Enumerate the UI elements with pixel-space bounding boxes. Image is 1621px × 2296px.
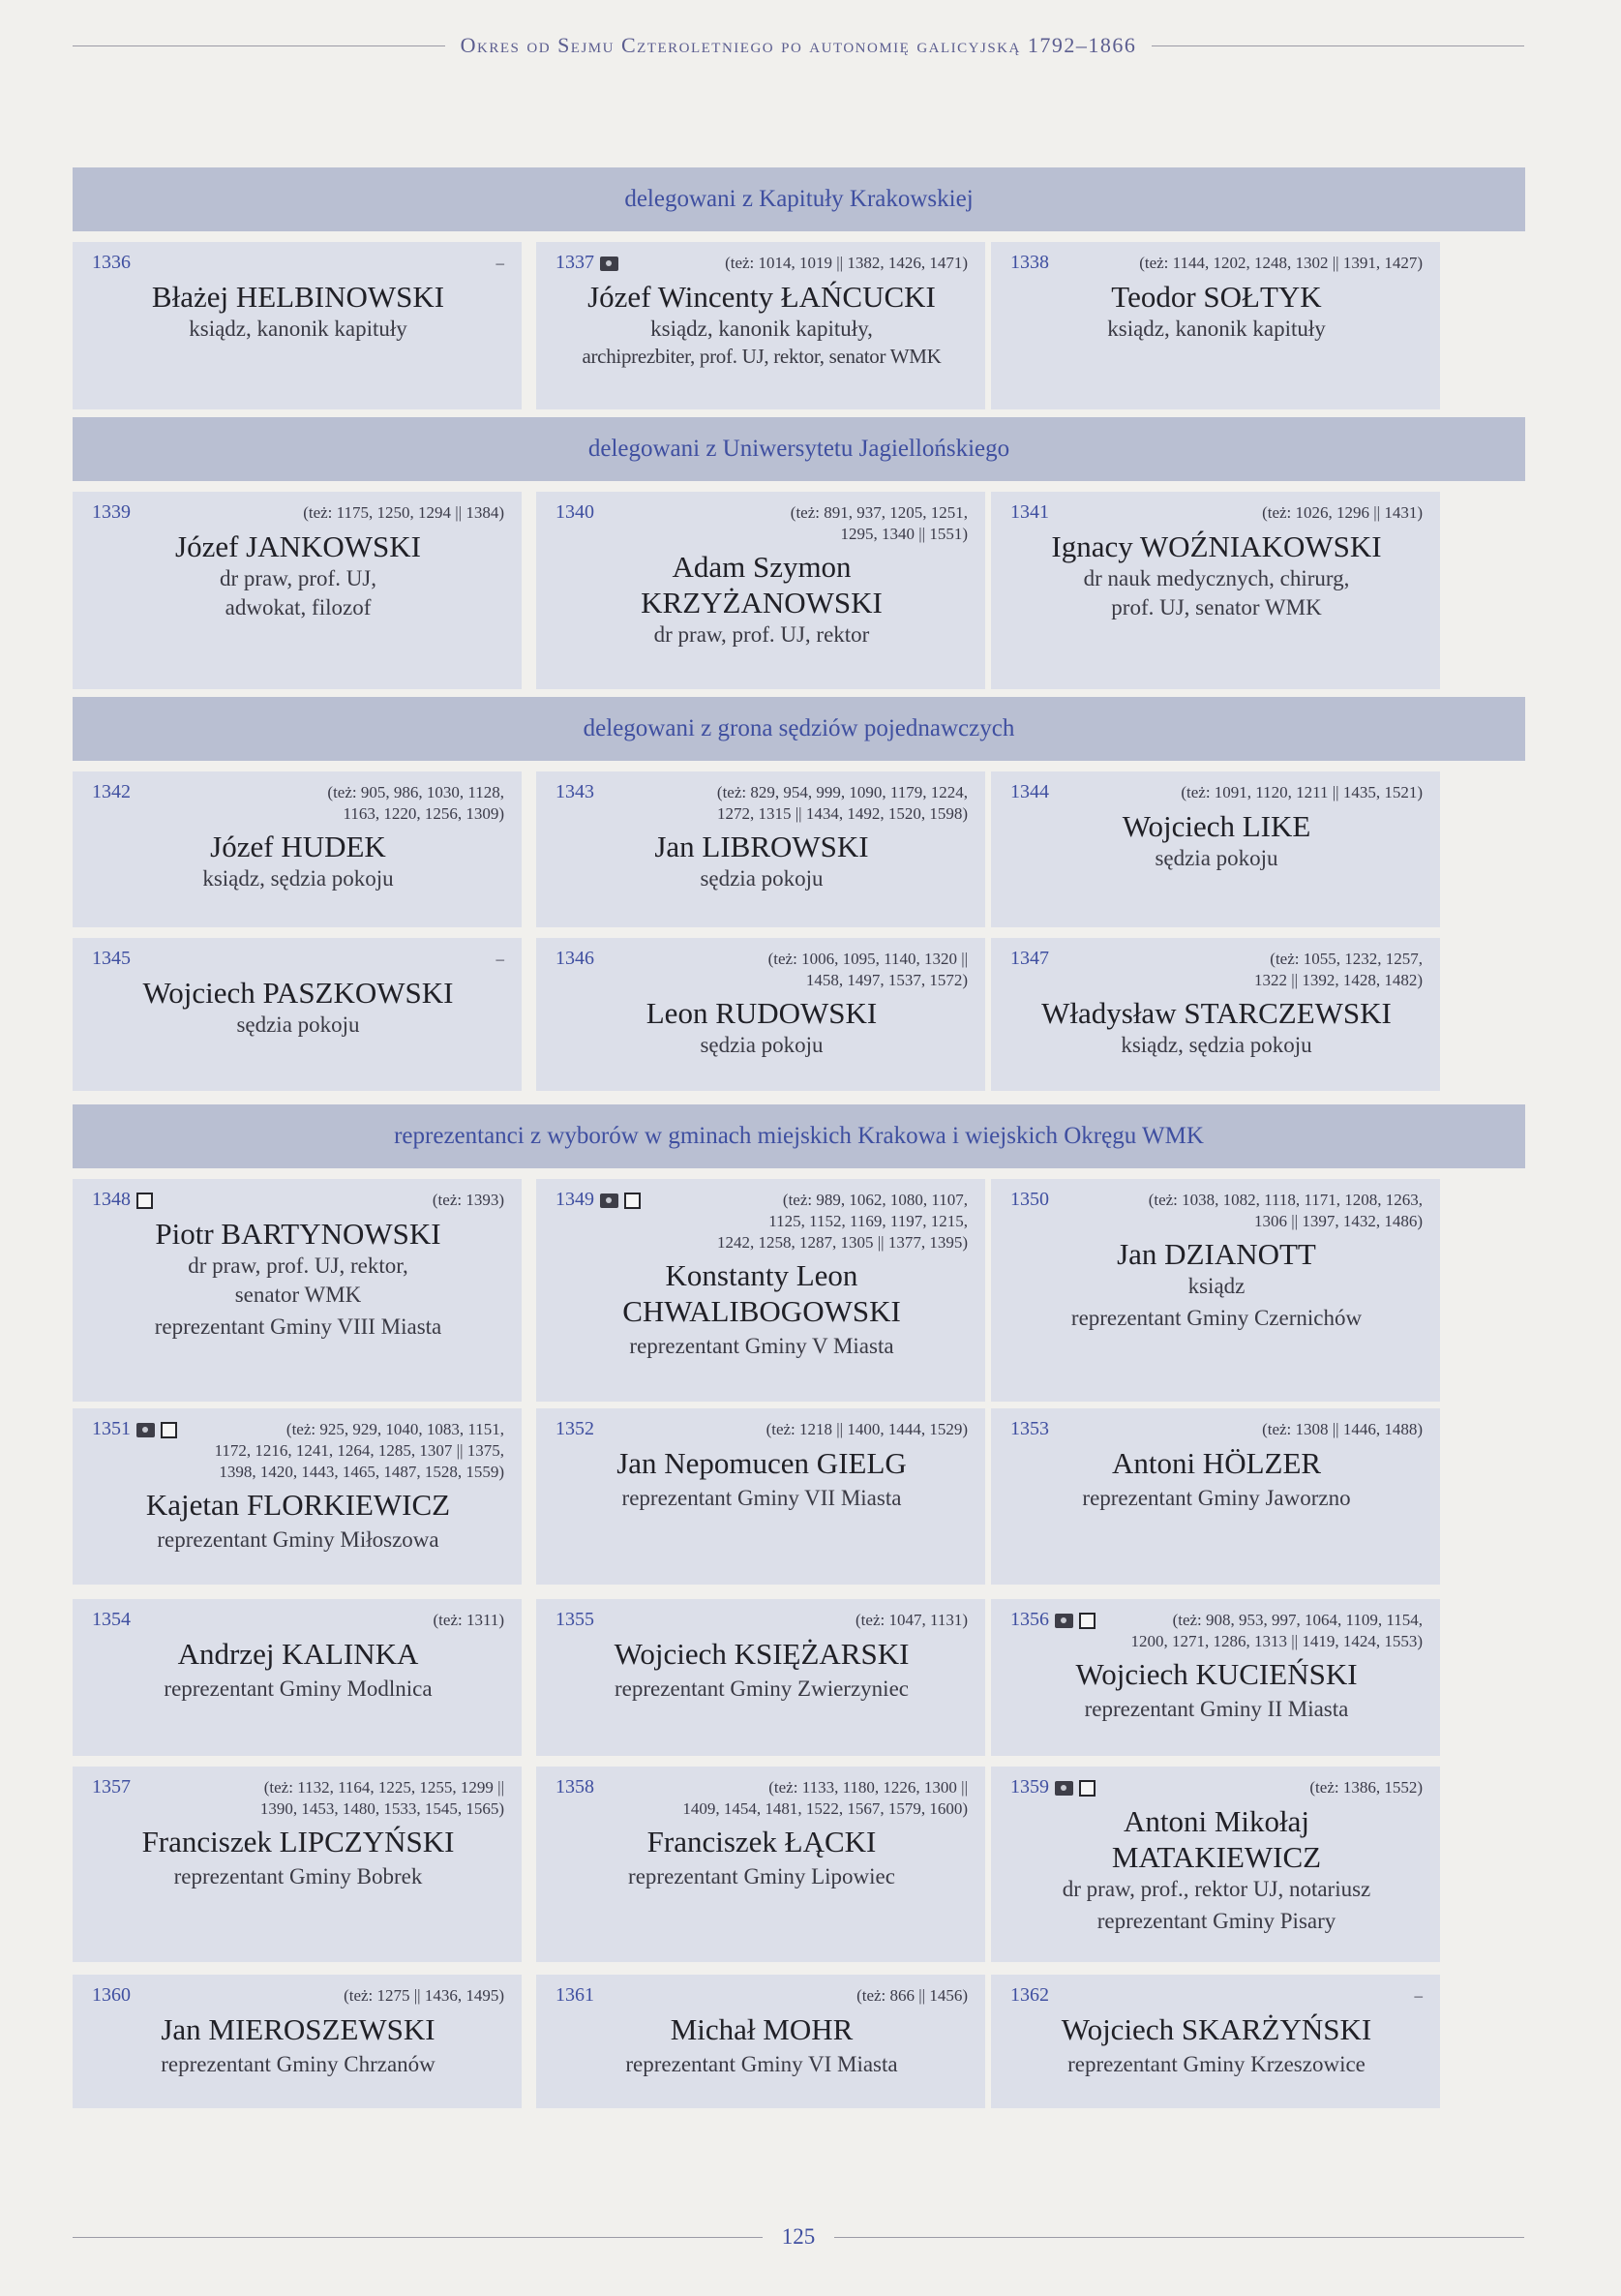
running-header: [73, 29, 1524, 62]
cross-reference-line: 1242, 1258, 1287, 1305 || 1377, 1395): [717, 1233, 968, 1252]
entry-card: [991, 1599, 1440, 1756]
cross-reference-line: 1295, 1340 || 1551): [840, 525, 968, 543]
entry-number-group: [555, 1774, 594, 1799]
entry-card: [991, 771, 1440, 927]
entry-body: [555, 829, 968, 893]
cross-reference: [344, 1982, 504, 2007]
entry-card: [991, 1408, 1440, 1585]
entry-number: 1340: [555, 501, 594, 523]
representation: reprezentant Gminy V Miasta: [629, 1334, 894, 1358]
entry-number: 1352: [555, 1418, 594, 1439]
entry-card: [991, 1975, 1440, 2108]
entry-number-group: [1010, 946, 1049, 971]
entry-number-group: [92, 1774, 131, 1799]
person-name-line2: MATAKIEWICZ: [1111, 1840, 1322, 1874]
person-name: Antoni Mikołaj: [1123, 1804, 1310, 1838]
entry-body: [1010, 2011, 1423, 2080]
entry-number: 1359: [1010, 1776, 1049, 1798]
entry-number-group: [555, 1416, 594, 1441]
cross-reference-line: (też: 908, 953, 997, 1064, 1109, 1154,: [1172, 1611, 1423, 1629]
entry-number: 1342: [92, 781, 131, 802]
entry-number-group: [1010, 250, 1049, 275]
entry-card: [73, 1179, 522, 1402]
entry-header: [1010, 1187, 1423, 1232]
entry-header: [1010, 1607, 1423, 1652]
cross-reference: [496, 250, 505, 274]
person-name: Ignacy WOŹNIAKOWSKI: [1051, 529, 1382, 563]
person-name: Konstanty Leon: [665, 1258, 858, 1292]
entry-header: [555, 1774, 968, 1820]
entry-card: [536, 1408, 985, 1585]
cross-reference: [1309, 1774, 1423, 1798]
person-name: Kajetan FLORKIEWICZ: [145, 1488, 451, 1522]
entry-card: [991, 242, 1440, 409]
cross-reference-line: (też: 1006, 1095, 1140, 1320 ||: [767, 950, 968, 968]
entry-header: [92, 1774, 504, 1820]
cross-reference: [1131, 1607, 1423, 1652]
entry-number-group: [92, 499, 131, 525]
entry-body: [92, 1636, 504, 1705]
person-name: Błażej HELBINOWSKI: [151, 280, 445, 314]
person-name: Józef JANKOWSKI: [175, 529, 421, 563]
representation: reprezentant Gminy Chrzanów: [161, 2052, 435, 2076]
photo-icon: [1055, 1781, 1073, 1796]
entry-card: [73, 1408, 522, 1585]
entry-card: [536, 1179, 985, 1402]
entry-header: [555, 779, 968, 825]
cross-reference-line: 1163, 1220, 1256, 1309): [343, 804, 504, 823]
cross-reference: [717, 1187, 968, 1254]
cross-reference: [1262, 499, 1423, 524]
entry-card: [536, 938, 985, 1091]
cross-reference-line: 1200, 1271, 1286, 1313 || 1419, 1424, 1553): [1130, 1632, 1423, 1650]
photo-icon: [600, 1193, 618, 1208]
person-name: Jan Nepomucen GIELG: [616, 1446, 907, 1480]
entry-number-group: [1010, 1607, 1096, 1632]
cross-reference-line: (też: 1311): [433, 1611, 504, 1629]
entry-card: [536, 242, 985, 409]
cross-reference-line: (też: 1144, 1202, 1248, 1302 || 1391, 1427): [1139, 254, 1423, 272]
person-description: dr nauk medycznych, chirurg,: [1083, 566, 1350, 590]
cross-reference-line: (też: 1055, 1232, 1257,: [1270, 950, 1423, 968]
cross-reference: [1262, 1416, 1423, 1440]
person-name: Antoni HÖLZER: [1111, 1446, 1322, 1480]
cross-reference-line: 1322 || 1392, 1428, 1482): [1254, 971, 1423, 989]
entry-body: [92, 2011, 504, 2080]
person-description: ksiądz, kanonik kapituły: [189, 317, 407, 341]
person-description: sędzia pokoju: [700, 866, 824, 891]
cross-reference: [856, 1607, 968, 1631]
entry-number-group: [1010, 499, 1049, 525]
person-name: Wojciech KSIĘŻARSKI: [614, 1637, 910, 1671]
entry-body: [92, 975, 504, 1040]
entry-number-group: [1010, 1187, 1049, 1212]
box-icon: [161, 1422, 177, 1438]
person-description-line2: adwokat, filozof: [225, 595, 372, 619]
entry-number: 1343: [555, 781, 594, 802]
cross-reference: [303, 499, 504, 524]
entry-body: [1010, 808, 1423, 873]
box-icon: [1079, 1613, 1096, 1629]
person-description: sędzia pokoju: [700, 1033, 824, 1057]
entry-body: [555, 1636, 968, 1705]
entry-header: [555, 1607, 968, 1632]
cross-reference: [725, 250, 968, 274]
entry-header: [92, 250, 504, 275]
entry-number: 1355: [555, 1609, 594, 1630]
representation: reprezentant Gminy VIII Miasta: [154, 1314, 442, 1339]
entry-header: [1010, 1416, 1423, 1441]
cross-reference: [215, 1416, 504, 1483]
entry-number: 1361: [555, 1984, 594, 2006]
page-footer: [73, 2222, 1524, 2251]
photo-icon: [136, 1423, 155, 1437]
cross-reference: [433, 1187, 504, 1211]
entry-body: [555, 995, 968, 1060]
entry-card: [73, 1975, 522, 2108]
person-name: Jan MIEROSZEWSKI: [161, 2012, 435, 2046]
person-description: dr praw, prof., rektor UJ, notariusz: [1062, 1877, 1371, 1901]
representation: reprezentant Gminy Jaworzno: [1082, 1486, 1351, 1510]
photo-icon: [1055, 1614, 1073, 1628]
entry-card: [73, 938, 522, 1091]
entry-card: [991, 1179, 1440, 1402]
entry-body: [1010, 1445, 1423, 1514]
entry-number: 1341: [1010, 501, 1049, 523]
cross-reference-line: (też: 1091, 1120, 1211 || 1435, 1521): [1181, 783, 1423, 801]
cross-reference-line: –: [1414, 1986, 1423, 2005]
entry-card: [73, 771, 522, 927]
entry-body: [555, 279, 968, 369]
person-description: dr praw, prof. UJ, rektor: [653, 622, 870, 647]
entry-number: 1337: [555, 252, 594, 273]
cross-reference-line: (też: 1393): [432, 1191, 504, 1209]
cross-reference-line: 1409, 1454, 1481, 1522, 1567, 1579, 1600): [682, 1799, 968, 1818]
entry-number-group: [92, 1187, 153, 1212]
entry-card: [536, 1767, 985, 1962]
cross-reference-line: (też: 1132, 1164, 1225, 1255, 1299 ||: [263, 1778, 504, 1797]
person-description: ksiądz, sędzia pokoju: [202, 866, 394, 891]
cross-reference-line: (też: 829, 954, 999, 1090, 1179, 1224,: [716, 783, 968, 801]
section-reprezentanci: reprezentanci z wyborów w gminach miejskich Krakowa i wiejskich Okręgu WMK: [73, 1104, 1525, 1168]
person-description: dr praw, prof. UJ,: [219, 566, 377, 590]
cross-reference-line: 1390, 1453, 1480, 1533, 1545, 1565): [259, 1799, 504, 1818]
cross-reference: [1149, 1187, 1423, 1232]
cross-reference: [434, 1607, 504, 1631]
person-name: Władysław STARCZEWSKI: [1041, 996, 1392, 1030]
entry-number: 1339: [92, 501, 131, 523]
entry-header: [1010, 779, 1423, 804]
entry-number-group: [555, 1982, 594, 2008]
entry-body: [1010, 1803, 1423, 1937]
entry-header: [1010, 1774, 1423, 1799]
representation: reprezentant Gminy Modlnica: [164, 1677, 433, 1701]
entry-body: [92, 529, 504, 622]
entry-card: [991, 938, 1440, 1091]
entry-number-group: [92, 946, 131, 971]
footer-rule-right: [834, 2237, 1524, 2238]
entry-card: [991, 492, 1440, 689]
representation: reprezentant Gminy II Miasta: [1084, 1697, 1349, 1721]
person-name: Józef HUDEK: [210, 830, 386, 863]
person-name: Teodor SOŁTYK: [1111, 280, 1322, 314]
person-description: ksiądz, kanonik kapituły,: [650, 317, 873, 341]
entry-body: [1010, 529, 1423, 622]
representation: reprezentant Gminy Krzeszowice: [1067, 2052, 1366, 2076]
entry-number: 1362: [1010, 1984, 1049, 2006]
representation: reprezentant Gminy Lipowiec: [628, 1864, 895, 1888]
cross-reference-line: –: [495, 950, 504, 968]
cross-reference-line: 1306 || 1397, 1432, 1486): [1254, 1212, 1423, 1230]
entry-header: [555, 250, 968, 275]
entry-body: [555, 2011, 968, 2080]
person-name: Franciszek LIPCZYŃSKI: [141, 1825, 455, 1858]
cross-reference-line: (też: 1014, 1019 || 1382, 1426, 1471): [725, 254, 968, 272]
person-name: Andrzej KALINKA: [177, 1637, 419, 1671]
entry-number-group: [92, 1416, 177, 1441]
entry-body: [1010, 995, 1423, 1060]
cross-reference-line: (też: 1026, 1296 || 1431): [1262, 503, 1423, 522]
entry-number-group: [1010, 779, 1049, 804]
entry-body: [92, 829, 504, 893]
entry-card: [536, 1975, 985, 2108]
entry-number: 1344: [1010, 781, 1049, 802]
entry-number-group: [92, 1607, 131, 1632]
person-name: Leon RUDOWSKI: [645, 996, 878, 1030]
entry-number-group: [555, 1187, 641, 1212]
person-name: Franciszek ŁĄCKI: [646, 1825, 877, 1858]
cross-reference-line: (też: 1386, 1552): [1309, 1778, 1423, 1797]
person-description: ksiądz, sędzia pokoju: [1121, 1033, 1312, 1057]
cross-reference-line: (też: 1175, 1250, 1294 || 1384): [303, 503, 504, 522]
person-name: Piotr BARTYNOWSKI: [155, 1217, 441, 1251]
section-uniwersytet: delegowani z Uniwersytetu Jagiellońskiego: [73, 417, 1525, 481]
entry-body: [555, 549, 968, 650]
entry-card: [73, 1767, 522, 1962]
entry-number: 1354: [92, 1609, 131, 1630]
cross-reference-line: 1172, 1216, 1241, 1264, 1285, 1307 || 1375,: [214, 1441, 504, 1460]
cross-reference: [791, 499, 968, 545]
entry-header: [555, 946, 968, 991]
entry-number: 1338: [1010, 252, 1049, 273]
person-description-line2: prof. UJ, senator WMK: [1111, 595, 1322, 619]
entry-card: [536, 492, 985, 689]
person-name: Wojciech PASZKOWSKI: [142, 976, 454, 1010]
entry-header: [92, 1982, 504, 2008]
cross-reference-line: (też: 989, 1062, 1080, 1107,: [782, 1191, 968, 1209]
entry-card: [991, 1767, 1440, 1962]
entry-number: 1348: [92, 1189, 131, 1210]
entry-body: [555, 1445, 968, 1514]
cross-reference-line: (też: 1218 || 1400, 1444, 1529): [765, 1420, 968, 1438]
photo-icon: [600, 257, 618, 271]
cross-reference: [260, 1774, 504, 1820]
entry-card: [73, 242, 522, 409]
person-description-line2: archiprezbiter, prof. UJ, rektor, senator WMK: [582, 345, 942, 368]
box-icon: [624, 1193, 641, 1209]
entry-number: 1349: [555, 1189, 594, 1210]
cross-reference: [1139, 250, 1423, 274]
entry-body: [92, 1487, 504, 1556]
cross-reference: [496, 946, 505, 970]
entry-header: [1010, 499, 1423, 525]
cross-reference: [1415, 1982, 1424, 2007]
person-name-line2: KRZYŻANOWSKI: [641, 586, 883, 619]
entry-header: [92, 1416, 504, 1483]
cross-reference-line: (też: 925, 929, 1040, 1083, 1151,: [285, 1420, 504, 1438]
entry-body: [1010, 1236, 1423, 1334]
entry-number-group: [92, 779, 131, 804]
cross-reference-line: (też: 1038, 1082, 1118, 1171, 1208, 1263,: [1148, 1191, 1423, 1209]
header-rule-left: [73, 45, 445, 46]
entry-header: [555, 1416, 968, 1441]
page-number: 125: [781, 2224, 816, 2249]
entry-header: [92, 946, 504, 971]
entry-header: [1010, 250, 1423, 275]
entry-number-group: [555, 779, 594, 804]
entry-number: 1347: [1010, 948, 1049, 969]
entry-body: [555, 1824, 968, 1892]
entry-header: [92, 499, 504, 525]
entry-number-group: [555, 946, 594, 971]
entry-number: 1346: [555, 948, 594, 969]
representation: reprezentant Gminy Bobrek: [173, 1864, 423, 1888]
representation: reprezentant Gminy Zwierzyniec: [615, 1677, 909, 1701]
person-name: Wojciech SKARŻYŃSKI: [1061, 2012, 1372, 2046]
entry-number-group: [1010, 1982, 1049, 2008]
entry-header: [555, 499, 968, 545]
cross-reference-line: 1398, 1420, 1443, 1465, 1487, 1528, 1559): [219, 1463, 504, 1481]
entry-number: 1336: [92, 252, 131, 273]
entry-number: 1350: [1010, 1189, 1049, 1210]
person-name: Józef Wincenty ŁAŃCUCKI: [587, 280, 936, 314]
cross-reference-line: (też: 1308 || 1446, 1488): [1262, 1420, 1423, 1438]
entry-body: [1010, 1656, 1423, 1725]
entry-number-group: [555, 250, 618, 275]
entry-body: [92, 279, 504, 344]
entry-card: [536, 1599, 985, 1756]
entry-card: [536, 771, 985, 927]
entry-number-group: [555, 1607, 594, 1632]
cross-reference: [1181, 779, 1423, 803]
entry-card: [73, 1599, 522, 1756]
cross-reference-line: (też: 866 || 1456): [856, 1986, 968, 2005]
entry-body: [555, 1257, 968, 1362]
running-header-text: Okres od Sejmu Czteroletniego po autonomię galicyjską 1792–1866: [460, 33, 1137, 57]
person-description: ksiądz, kanonik kapituły: [1107, 317, 1326, 341]
entry-number: 1360: [92, 1984, 131, 2006]
representation: reprezentant Gminy Miłoszowa: [157, 1527, 439, 1552]
cross-reference: [1254, 946, 1423, 991]
person-name: Wojciech KUCIEŃSKI: [1075, 1657, 1358, 1691]
entry-number: 1356: [1010, 1609, 1049, 1630]
person-name: Jan LIBROWSKI: [654, 830, 869, 863]
entry-number-group: [92, 1982, 131, 2008]
cross-reference-line: (też: 891, 937, 1205, 1251,: [790, 503, 968, 522]
person-description: ksiądz: [1187, 1274, 1246, 1298]
cross-reference-line: (też: 905, 986, 1030, 1128,: [327, 783, 504, 801]
header-rule-right: [1152, 45, 1524, 46]
box-icon: [136, 1193, 153, 1209]
person-name: Adam Szymon: [672, 550, 852, 584]
entry-header: [1010, 1982, 1423, 2008]
entry-header: [92, 1187, 504, 1212]
cross-reference-line: (też: 1275 || 1436, 1495): [344, 1986, 504, 2005]
representation: reprezentant Gminy VI Miasta: [625, 2052, 898, 2076]
person-description: sędzia pokoju: [236, 1012, 360, 1037]
section-sedziowie: delegowani z grona sędziów pojednawczych: [73, 697, 1525, 761]
representation: reprezentant Gminy Pisary: [1096, 1909, 1336, 1933]
person-name: Michał MOHR: [670, 2012, 854, 2046]
entry-header: [555, 1187, 968, 1254]
person-description: sędzia pokoju: [1155, 846, 1278, 870]
cross-reference-line: (też: 1047, 1131): [856, 1611, 968, 1629]
entry-number: 1358: [555, 1776, 594, 1798]
entry-header: [555, 1982, 968, 2008]
entry-header: [92, 1607, 504, 1632]
entry-body: [92, 1824, 504, 1892]
cross-reference: [856, 1982, 968, 2007]
entry-number: 1345: [92, 948, 131, 969]
entry-header: [92, 779, 504, 825]
entry-number-group: [555, 499, 594, 525]
person-description-line2: senator WMK: [234, 1283, 362, 1307]
cross-reference: [682, 1774, 968, 1820]
entry-header: [1010, 946, 1423, 991]
cross-reference: [768, 946, 968, 991]
person-name: Wojciech LIKE: [1122, 809, 1311, 843]
entry-number: 1353: [1010, 1418, 1049, 1439]
cross-reference: [327, 779, 504, 825]
cross-reference-line: (też: 1133, 1180, 1226, 1300 ||: [768, 1778, 968, 1797]
entry-card: [73, 492, 522, 689]
cross-reference-line: 1272, 1315 || 1434, 1492, 1520, 1598): [717, 804, 968, 823]
entry-body: [92, 1216, 504, 1343]
cross-reference: [717, 779, 968, 825]
cross-reference: [766, 1416, 968, 1440]
cross-reference-line: –: [495, 254, 504, 272]
cross-reference-line: 1125, 1152, 1169, 1197, 1215,: [768, 1212, 968, 1230]
person-name-line2: CHWALIBOGOWSKI: [622, 1294, 901, 1328]
entry-body: [1010, 279, 1423, 344]
entry-number: 1351: [92, 1418, 131, 1439]
cross-reference-line: 1458, 1497, 1537, 1572): [805, 971, 968, 989]
footer-rule-left: [73, 2237, 763, 2238]
person-name: Jan DZIANOTT: [1117, 1237, 1316, 1271]
section-kapitula: delegowani z Kapituły Krakowskiej: [73, 167, 1525, 231]
entry-number-group: [1010, 1416, 1049, 1441]
entry-number-group: [92, 250, 131, 275]
representation: reprezentant Gminy Czernichów: [1070, 1306, 1363, 1330]
box-icon: [1079, 1780, 1096, 1797]
entry-number: 1357: [92, 1776, 131, 1798]
entry-number-group: [1010, 1774, 1096, 1799]
person-description: dr praw, prof. UJ, rektor,: [188, 1254, 408, 1278]
representation: reprezentant Gminy VII Miasta: [621, 1486, 902, 1510]
